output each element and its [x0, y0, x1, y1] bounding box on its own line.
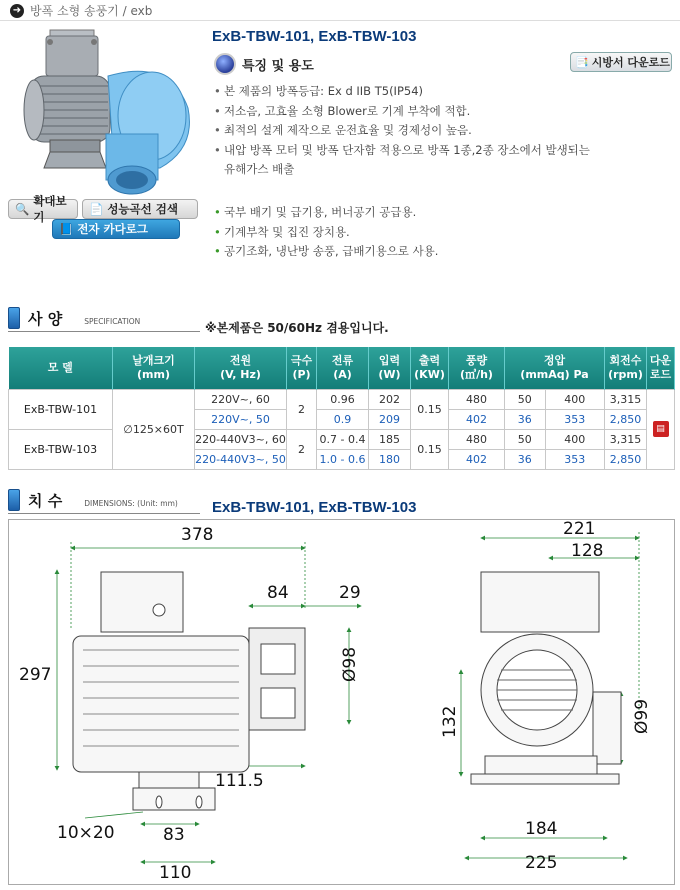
uses-list	[214, 203, 438, 262]
dim-label: 84	[267, 583, 289, 603]
catalog-label: 전자 카다로그	[77, 222, 148, 236]
col-power: 전원 (V, Hz)	[195, 347, 287, 389]
divider	[8, 513, 200, 514]
download-cell[interactable]	[647, 389, 675, 469]
document-icon	[8, 307, 20, 329]
spec-subtitle: SPECIFICATION	[84, 317, 141, 326]
dim-label: 297	[19, 665, 52, 685]
impeller-cell: ∅125×60T	[113, 389, 195, 469]
breadcrumb-text: 방폭 소형 송풍기 / exb	[30, 4, 153, 18]
download-label: 시방서 다운로드	[591, 56, 670, 69]
dim-label: 10×20	[57, 823, 115, 843]
dim-label: 111.5	[215, 771, 264, 791]
dim-label: 128	[571, 541, 604, 561]
features-list	[214, 82, 590, 180]
document-icon	[8, 489, 20, 511]
spec-section-header	[8, 307, 140, 329]
spec-download-button[interactable]	[570, 52, 672, 72]
features-heading	[214, 53, 314, 75]
product-image[interactable]	[20, 28, 200, 198]
zoom-button[interactable]	[8, 194, 78, 224]
col-impeller: 날개크기 (mm)	[113, 347, 195, 389]
divider	[0, 20, 680, 21]
dim-label: 378	[181, 525, 214, 545]
col-model: 모 델	[9, 347, 113, 389]
dimensions-section-header	[8, 489, 178, 511]
dimensions-model-title: ExB-TBW-101, ExB-TBW-103	[212, 499, 417, 516]
col-flow: 풍량 (㎥/h)	[449, 347, 505, 389]
magnifier-icon: 🔍	[15, 202, 30, 216]
document-icon: 📑	[575, 55, 589, 69]
model-cell: ExB-TBW-103	[9, 429, 113, 469]
curve-label: 성능곡선 검색	[107, 202, 178, 216]
dim-title: 치 수	[28, 492, 63, 510]
dim-label: 221	[563, 520, 596, 539]
dim-label: 29	[339, 583, 361, 603]
divider	[8, 331, 200, 332]
dim-label: 132	[440, 705, 460, 738]
list-item: 유해가스 배출	[224, 162, 295, 176]
e-catalog-button[interactable]	[52, 219, 180, 239]
zoom-label: 확대보기	[33, 194, 67, 224]
col-output: 출력 (KW)	[411, 347, 449, 389]
col-current: 전류 (A)	[317, 347, 369, 389]
table-row: ExB-TBW-101 ∅125×60T 220V~, 60 2 0.96 202 0.15 480 50 400 3,315 ▤	[9, 389, 675, 409]
col-pressure: 정압 (mmAq) Pa	[505, 347, 605, 389]
dim-label: 83	[163, 825, 185, 845]
list-item: • 공기조화, 냉난방 송풍, 급배기용으로 사용.	[214, 244, 439, 258]
list-item: • 본 제품의 방폭등급: Ex d IIB T5(IP54)	[214, 84, 423, 98]
bullet-badge-icon	[214, 53, 236, 75]
dimension-drawing-frame	[8, 519, 675, 885]
table-row: ExB-TBW-103 220-440V3~, 60 2 0.7 - 0.4 185 0.15 480 50 400 3,315	[9, 429, 675, 449]
book-icon: 📘	[59, 222, 74, 236]
document-icon: 📄	[89, 202, 104, 216]
list-item: • 기계부착 및 집진 장치용.	[214, 224, 350, 239]
features-heading-text: 특징 및 용도	[242, 58, 314, 74]
list-item: • 최적의 설계 제작으로 운전효율 및 경제성이 높음.	[214, 123, 472, 137]
performance-curve-button[interactable]	[82, 199, 198, 219]
list-item: • 국부 배기 및 급기용, 버너공기 공급용.	[214, 205, 417, 219]
col-poles: 극수 (P)	[287, 347, 317, 389]
list-item: • 내압 방폭 모터 및 방폭 단자함 적용으로 방폭 1종,2종 장소에서 발생되는	[214, 142, 590, 157]
spec-note: ※본제품은 50/60Hz 겸용입니다.	[205, 321, 389, 335]
model-cell: ExB-TBW-101	[9, 389, 113, 429]
breadcrumb	[10, 2, 152, 19]
col-download: 다운 로드	[647, 347, 675, 389]
spec-table	[8, 347, 675, 470]
dimension-drawing	[9, 520, 676, 886]
col-rpm: 회전수 (rpm)	[605, 347, 647, 389]
dim-label: Ø98	[340, 646, 360, 682]
arrow-right-icon: ➜	[10, 4, 24, 18]
dim-label: 184	[525, 819, 558, 839]
product-title: ExB-TBW-101, ExB-TBW-103	[212, 28, 417, 45]
dim-label: 110	[159, 863, 192, 883]
col-input: 입력 (W)	[369, 347, 411, 389]
pdf-download-icon[interactable]: ▤	[653, 421, 669, 437]
dim-label: Ø99	[632, 698, 652, 734]
table-header-row	[9, 347, 675, 389]
table-row: 220-440V3~, 50 1.0 - 0.6 180 402 36 353 2,850	[9, 449, 675, 469]
table-row: 220V~, 50 0.9 209 402 36 353 2,850	[9, 409, 675, 429]
list-item: • 저소음, 고효율 소형 Blower로 기계 부착에 적합.	[214, 103, 471, 118]
dim-subtitle: DIMENSIONS: (Unit: mm)	[84, 499, 178, 508]
spec-title: 사 양	[28, 310, 63, 328]
dim-label: 225	[525, 853, 558, 873]
